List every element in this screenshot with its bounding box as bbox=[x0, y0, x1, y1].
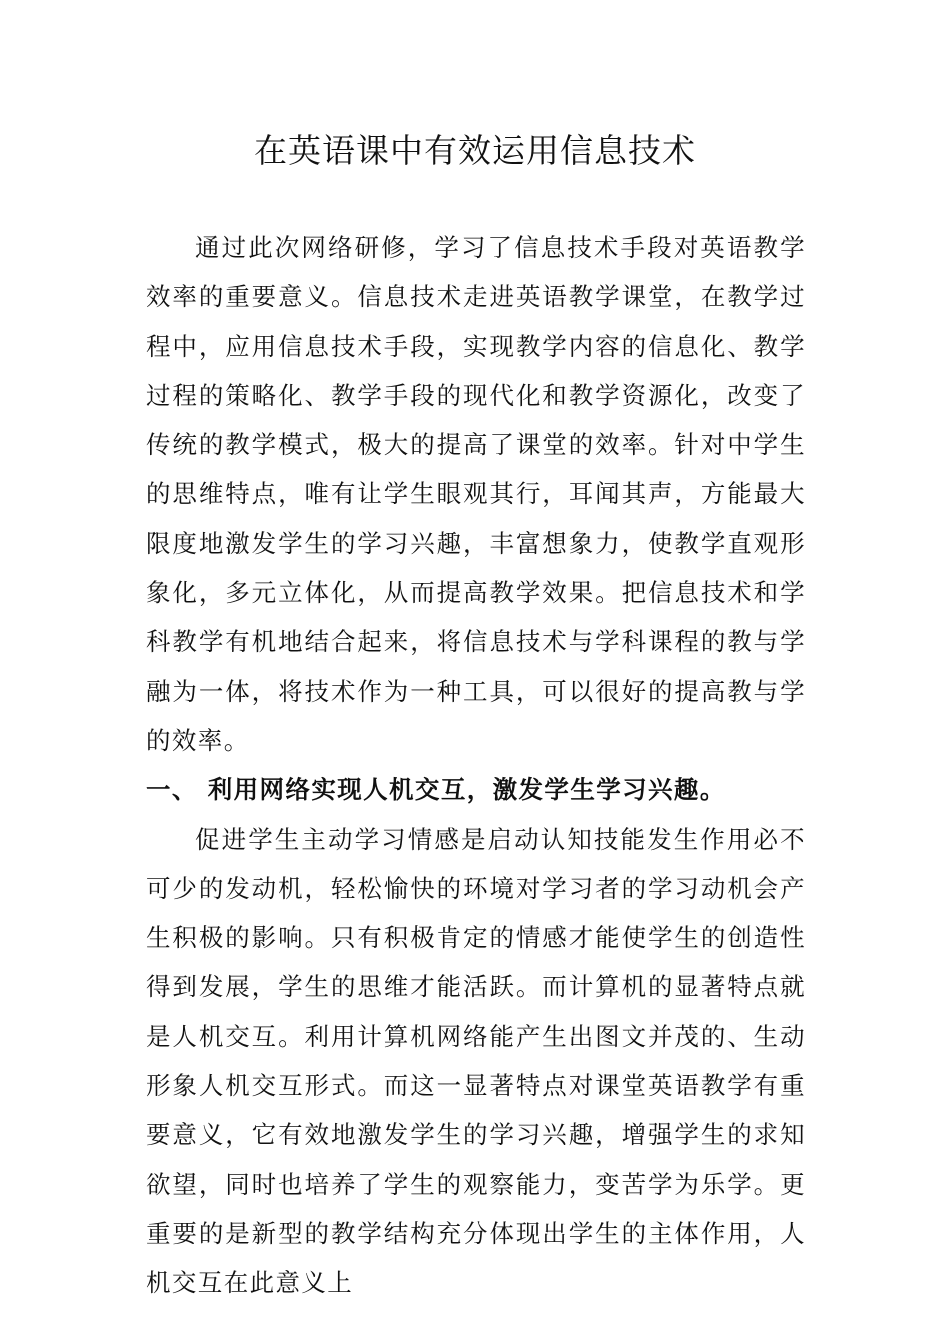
document-title: 在英语课中有效运用信息技术 bbox=[254, 131, 696, 170]
document-body bbox=[146, 223, 806, 1308]
intro-paragraph: 通过此次网络研修，学习了信息技术手段对英语教学效率的重要意义。信息技术走进英语教学课堂，在教学过程中，应用信息技术手段，实现教学内容的信息化、教学过程的策略化、教学手段的现代化和教学资源化，改变了传统的教学模式，极大的提高了课堂的效率。针对中学生的思维特点，唯有让学生眼观其行，耳闻其声，方能最大限度地激发学生的学习兴趣，丰富想象力，使教学直观形象化，多元立体化，从而提高教学效果。把信息技术和学科教学有机地结合起来，将信息技术与学科课程的教与学融为一体，将技术作为一种工具，可以很好的提高教与学的效率。 bbox=[146, 233, 806, 755]
section-1-paragraph: 促进学生主动学习情感是启动认知技能发生作用必不可少的发动机，轻松愉快的环境对学习者的学习动机会产生积极的影响。只有积极肯定的情感才能使学生的创造性得到发展，学生的思维才能活跃。而计算机的显著特点就是人机交互。利用计算机网络能产生出图文并茂的、生动形象人机交互形式。而这一显著特点对课堂英语教学有重要意义，它有效地激发学生的学习兴趣，增强学生的求知欲望，同时也培养了学生的观察能力，变苦学为乐学。更重要的是新型的教学结构充分体现出学生的主体作用，人机交互在此意义上 bbox=[146, 824, 806, 1298]
section-heading-1: 一、 利用网络实现人机交互，激发学生学习兴趣。 bbox=[146, 775, 726, 805]
